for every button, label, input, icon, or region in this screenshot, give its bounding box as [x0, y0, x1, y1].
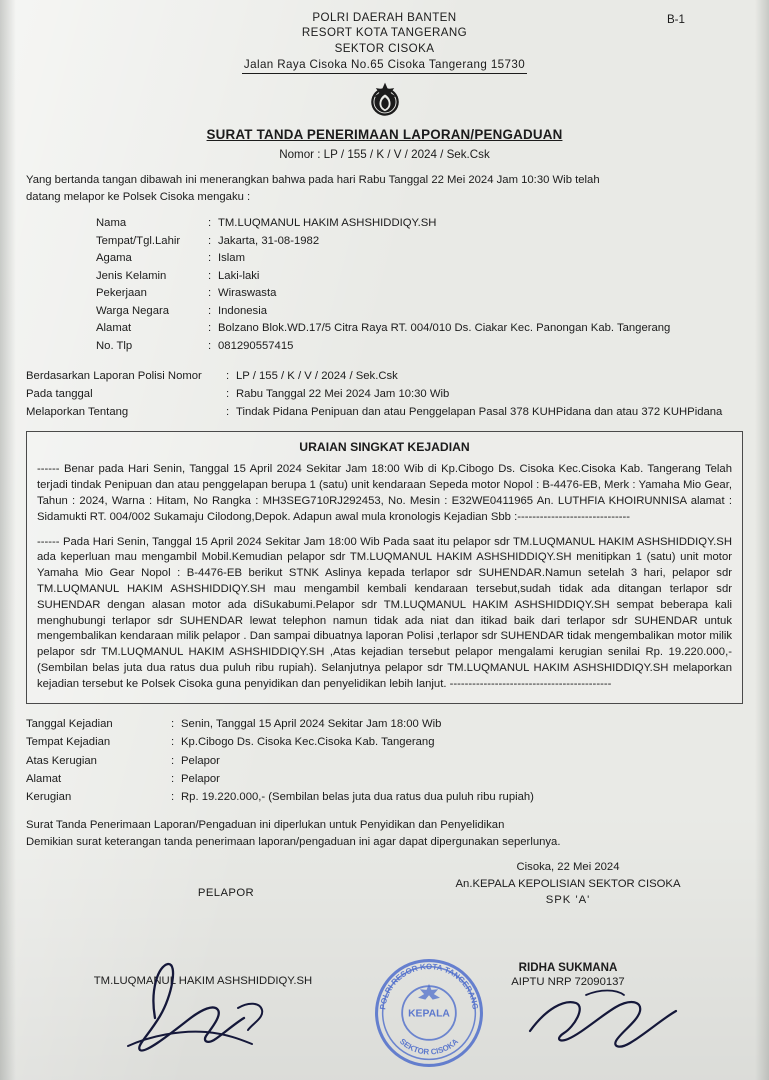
field-colon: :: [171, 718, 175, 731]
table-row: [96, 302, 670, 320]
incident-details-table: [26, 716, 534, 806]
letterhead: [26, 10, 743, 74]
officer-name: RIDHA SUKMANA: [518, 960, 618, 974]
field-value: Kp.Cibogo Ds. Cisoka Kec.Cisoka Kab. Tangerang: [181, 736, 435, 749]
incident-summary-title: URAIAN SINGKAT KEJADIAN: [299, 440, 470, 455]
field-colon: :: [208, 339, 212, 352]
table-row: [26, 788, 534, 806]
field-label: Melaporkan Tentang: [26, 405, 129, 418]
field-value: Pelapor: [181, 772, 220, 785]
svg-text:SEKTOR CISOKA: SEKTOR CISOKA: [397, 1036, 461, 1057]
field-value: Bolzano Blok.WD.17/5 Citra Raya RT. 004/010 Ds. Ciakar Kec. Panongan Kab. Tangerang: [218, 322, 671, 335]
intro-line-1: Yang bertanda tangan dibawah ini menerangkan bahwa pada hari Rabu Tanggal 22 Mei 2024 Jam 10:30 Wib telah: [26, 174, 600, 187]
incident-summary-paragraph-2: ------ Pada Hari Senin, Tanggal 15 April 2024 Sekitar Jam 18:00 Wib Pada saat itu pelapor sdr TM.LUQMANUL HAKIM ASHSHIDDIQY.SH ada keperluan mau mengambil Mobil.Kemudian pelapor sdr TM.LUQMANUL HAKIM ASHSHIDDIQY.SH menitipkan 1 (satu) unit motor Yamaha Mio Gear Nopol : B-4476-EB berikut STNK Aslinya kepada terlapor sdr SUHENDAR.Namun setelah 3 hari, pelapor sdr TM.LUQMANUL HAKIM ASHSHIDDIQY.SH mau mengambil kembali kendaraan tersebut,sudah tidak ada ditangan terlapor sdr SUHENDAR dengan alasan motor ada diSukabumi.Pelapor sdr TM.LUQMANUL HAKIM ASHSHIDDIQY.SH sempat beberapa kali menghubungi terlapor sdr SUHENDAR lewat telephon namun tidak ada niat dan itikad baik dari terlapor sdr SUHENDAR untuk mengembalikan kendaraan milik pelapor . Dan sampai dibuatnya laporan Polisi ,terlapor sdr SUHENDAR tidak mengembalikan motor milik pelapor sdr TM.LUQMANUL HAKIM ASHSHIDDIQY.SH ,Atas kejadian tersebut pelapor mengalami kerugian senilai Rp. 19.220.000,- (Sembilan belas juta dua ratus dua puluh ribu rupiah). Selanjutnya pelapor sdr TM.LUQMANUL HAKIM ASHSHIDDIQY.SH melaporkan kejadian tersebut ke Polsek Cisoka guna penyidikan dan penyelidikan lebih lanjut. -------------------------------------------: [37, 535, 732, 690]
field-value: Senin, Tanggal 15 April 2024 Sekitar Jam 18:00 Wib: [181, 718, 442, 731]
field-label: Pada tanggal: [26, 387, 93, 400]
closing-text: [26, 818, 743, 850]
field-label: Agama: [96, 252, 132, 265]
field-value: Islam: [218, 252, 245, 265]
field-value: Pelapor: [181, 754, 220, 767]
field-label: Tempat/Tgl.Lahir: [96, 234, 181, 247]
field-colon: :: [226, 369, 230, 382]
field-value: Jakarta, 31-08-1982: [218, 234, 320, 247]
field-colon: :: [171, 754, 175, 767]
table-row: [26, 734, 534, 752]
table-row: [26, 385, 743, 403]
letterhead-line-3: SEKTOR CISOKA: [334, 41, 435, 55]
basis-table: [26, 367, 743, 421]
intro-paragraph: [26, 173, 743, 205]
field-colon: :: [208, 322, 212, 335]
field-value: Wiraswasta: [218, 287, 277, 300]
letterhead-address: Jalan Raya Cisoka No.65 Cisoka Tangerang 15730: [242, 57, 527, 74]
field-value: Tindak Pidana Penipuan dan atau Penggelapan Pasal 378 KUHPidana dan atau 372 KUHPidana: [236, 405, 723, 418]
svg-text:KEPALA: KEPALA: [408, 1008, 450, 1020]
table-row: [96, 232, 670, 250]
field-label: Jenis Kelamin: [96, 269, 167, 282]
field-value: 081290557415: [218, 339, 294, 352]
field-label: Warga Negara: [96, 304, 170, 317]
field-value: Rp. 19.220.000,- (Sembilan belas juta dua ratus dua puluh ribu rupiah): [181, 790, 534, 803]
field-colon: :: [226, 405, 230, 418]
officer-rank: AIPTU NRP 72090137: [511, 976, 625, 989]
closing-line-1: Surat Tanda Penerimaan Laporan/Pengaduan ini diperlukan untuk Penyidikan dan Penyelidikan: [26, 819, 505, 832]
officer-signature-block: [403, 860, 733, 990]
field-colon: :: [208, 269, 212, 282]
document-title: SURAT TANDA PENERIMAAN LAPORAN/PENGADUAN: [206, 127, 563, 143]
field-label: Tanggal Kejadian: [26, 718, 113, 731]
table-row: [96, 320, 670, 338]
table-row: [96, 285, 670, 303]
field-colon: :: [208, 287, 212, 300]
table-row: [26, 752, 534, 770]
field-label: No. Tlp: [96, 339, 133, 352]
letterhead-line-1: POLRI DAERAH BANTEN: [312, 11, 457, 24]
officer-unit-label: SPK 'A': [545, 893, 591, 906]
reporter-role-label: PELAPOR: [197, 887, 255, 900]
field-value: Laki-laki: [218, 269, 260, 282]
table-row: [26, 770, 534, 788]
field-label: Alamat: [26, 772, 62, 785]
table-row: [96, 337, 670, 355]
letterhead-line-2: RESORT KOTA TANGERANG: [301, 26, 468, 40]
closing-line-2: Demikian surat keterangan tanda penerimaan laporan/pengaduan ini agar dapat dipergunakan seperlunya.: [26, 836, 561, 849]
table-row: [96, 215, 670, 233]
table-row: [96, 267, 670, 285]
field-colon: :: [208, 217, 212, 230]
reporter-name: TM.LUQMANUL HAKIM ASHSHIDDIQY.SH: [93, 975, 313, 988]
identity-table: [96, 215, 670, 355]
field-value: Indonesia: [218, 304, 267, 317]
table-row: [26, 367, 743, 385]
reporter-signature-block: [93, 886, 336, 988]
polri-emblem-icon: [362, 78, 408, 124]
field-colon: :: [226, 387, 230, 400]
field-colon: :: [171, 772, 175, 785]
field-label: Atas Kerugian: [26, 754, 97, 767]
incident-summary-box: [26, 431, 743, 703]
field-value: Rabu Tanggal 22 Mei 2024 Jam 10:30 Wib: [236, 387, 450, 400]
field-label: Berdasarkan Laporan Polisi Nomor: [26, 369, 202, 382]
incident-summary-paragraph-1: ------ Benar pada Hari Senin, Tanggal 15 April 2024 Sekitar Jam 18:00 Wib di Kp.Cibogo Ds. Cisoka Kec.Cisoka Kab. Tangerang Telah terjadi tindak Penipuan dan atau penggelapan berupa 1 (satu) unit kendaraan Sepeda motor Nopol : B-4476-EB, Merk : Yamaha Mio Gear, Tahun : 2024, Warna : Hitam, No Rangka : MH3SEG710RJ292453, No. Mesin : E32WE0411965 An. LUTHFIA KHOIRUNNISA alamat : Sidamukti RT. 004/002 Sukamaju Cilodong,Depok. Adapun awal mula kronologis Kejadian Sbb :------------------------------: [37, 463, 732, 523]
table-row: [26, 403, 743, 421]
intro-line-2: datang melapor ke Polsek Cisoka mengaku :: [26, 191, 251, 204]
field-colon: :: [208, 304, 212, 317]
field-label: Tempat Kejadian: [26, 736, 111, 749]
field-colon: :: [208, 234, 212, 247]
field-label: Pekerjaan: [96, 287, 147, 300]
signature-area: [26, 860, 743, 1010]
table-row: [26, 716, 534, 734]
field-label: Kerugian: [26, 790, 72, 803]
field-value: TM.LUQMANUL HAKIM ASHSHIDDIQY.SH: [218, 217, 437, 230]
field-colon: :: [171, 736, 175, 749]
officer-role-label: An.KEPALA KEPOLISIAN SEKTOR CISOKA: [455, 877, 681, 890]
field-colon: :: [171, 790, 175, 803]
document-number: Nomor : LP / 155 / K / V / 2024 / Sek.Csk: [279, 147, 490, 161]
table-row: [96, 250, 670, 268]
field-colon: :: [208, 252, 212, 265]
page-code: B-1: [666, 13, 685, 26]
field-value: LP / 155 / K / V / 2024 / Sek.Csk: [236, 369, 398, 382]
place-date: Cisoka, 22 Mei 2024: [516, 861, 620, 874]
svg-text:POLRI RESOR KOTA TANGERANG: POLRI RESOR KOTA TANGERANG: [378, 962, 480, 1011]
field-label: Nama: [96, 217, 127, 230]
field-label: Alamat: [96, 322, 132, 335]
